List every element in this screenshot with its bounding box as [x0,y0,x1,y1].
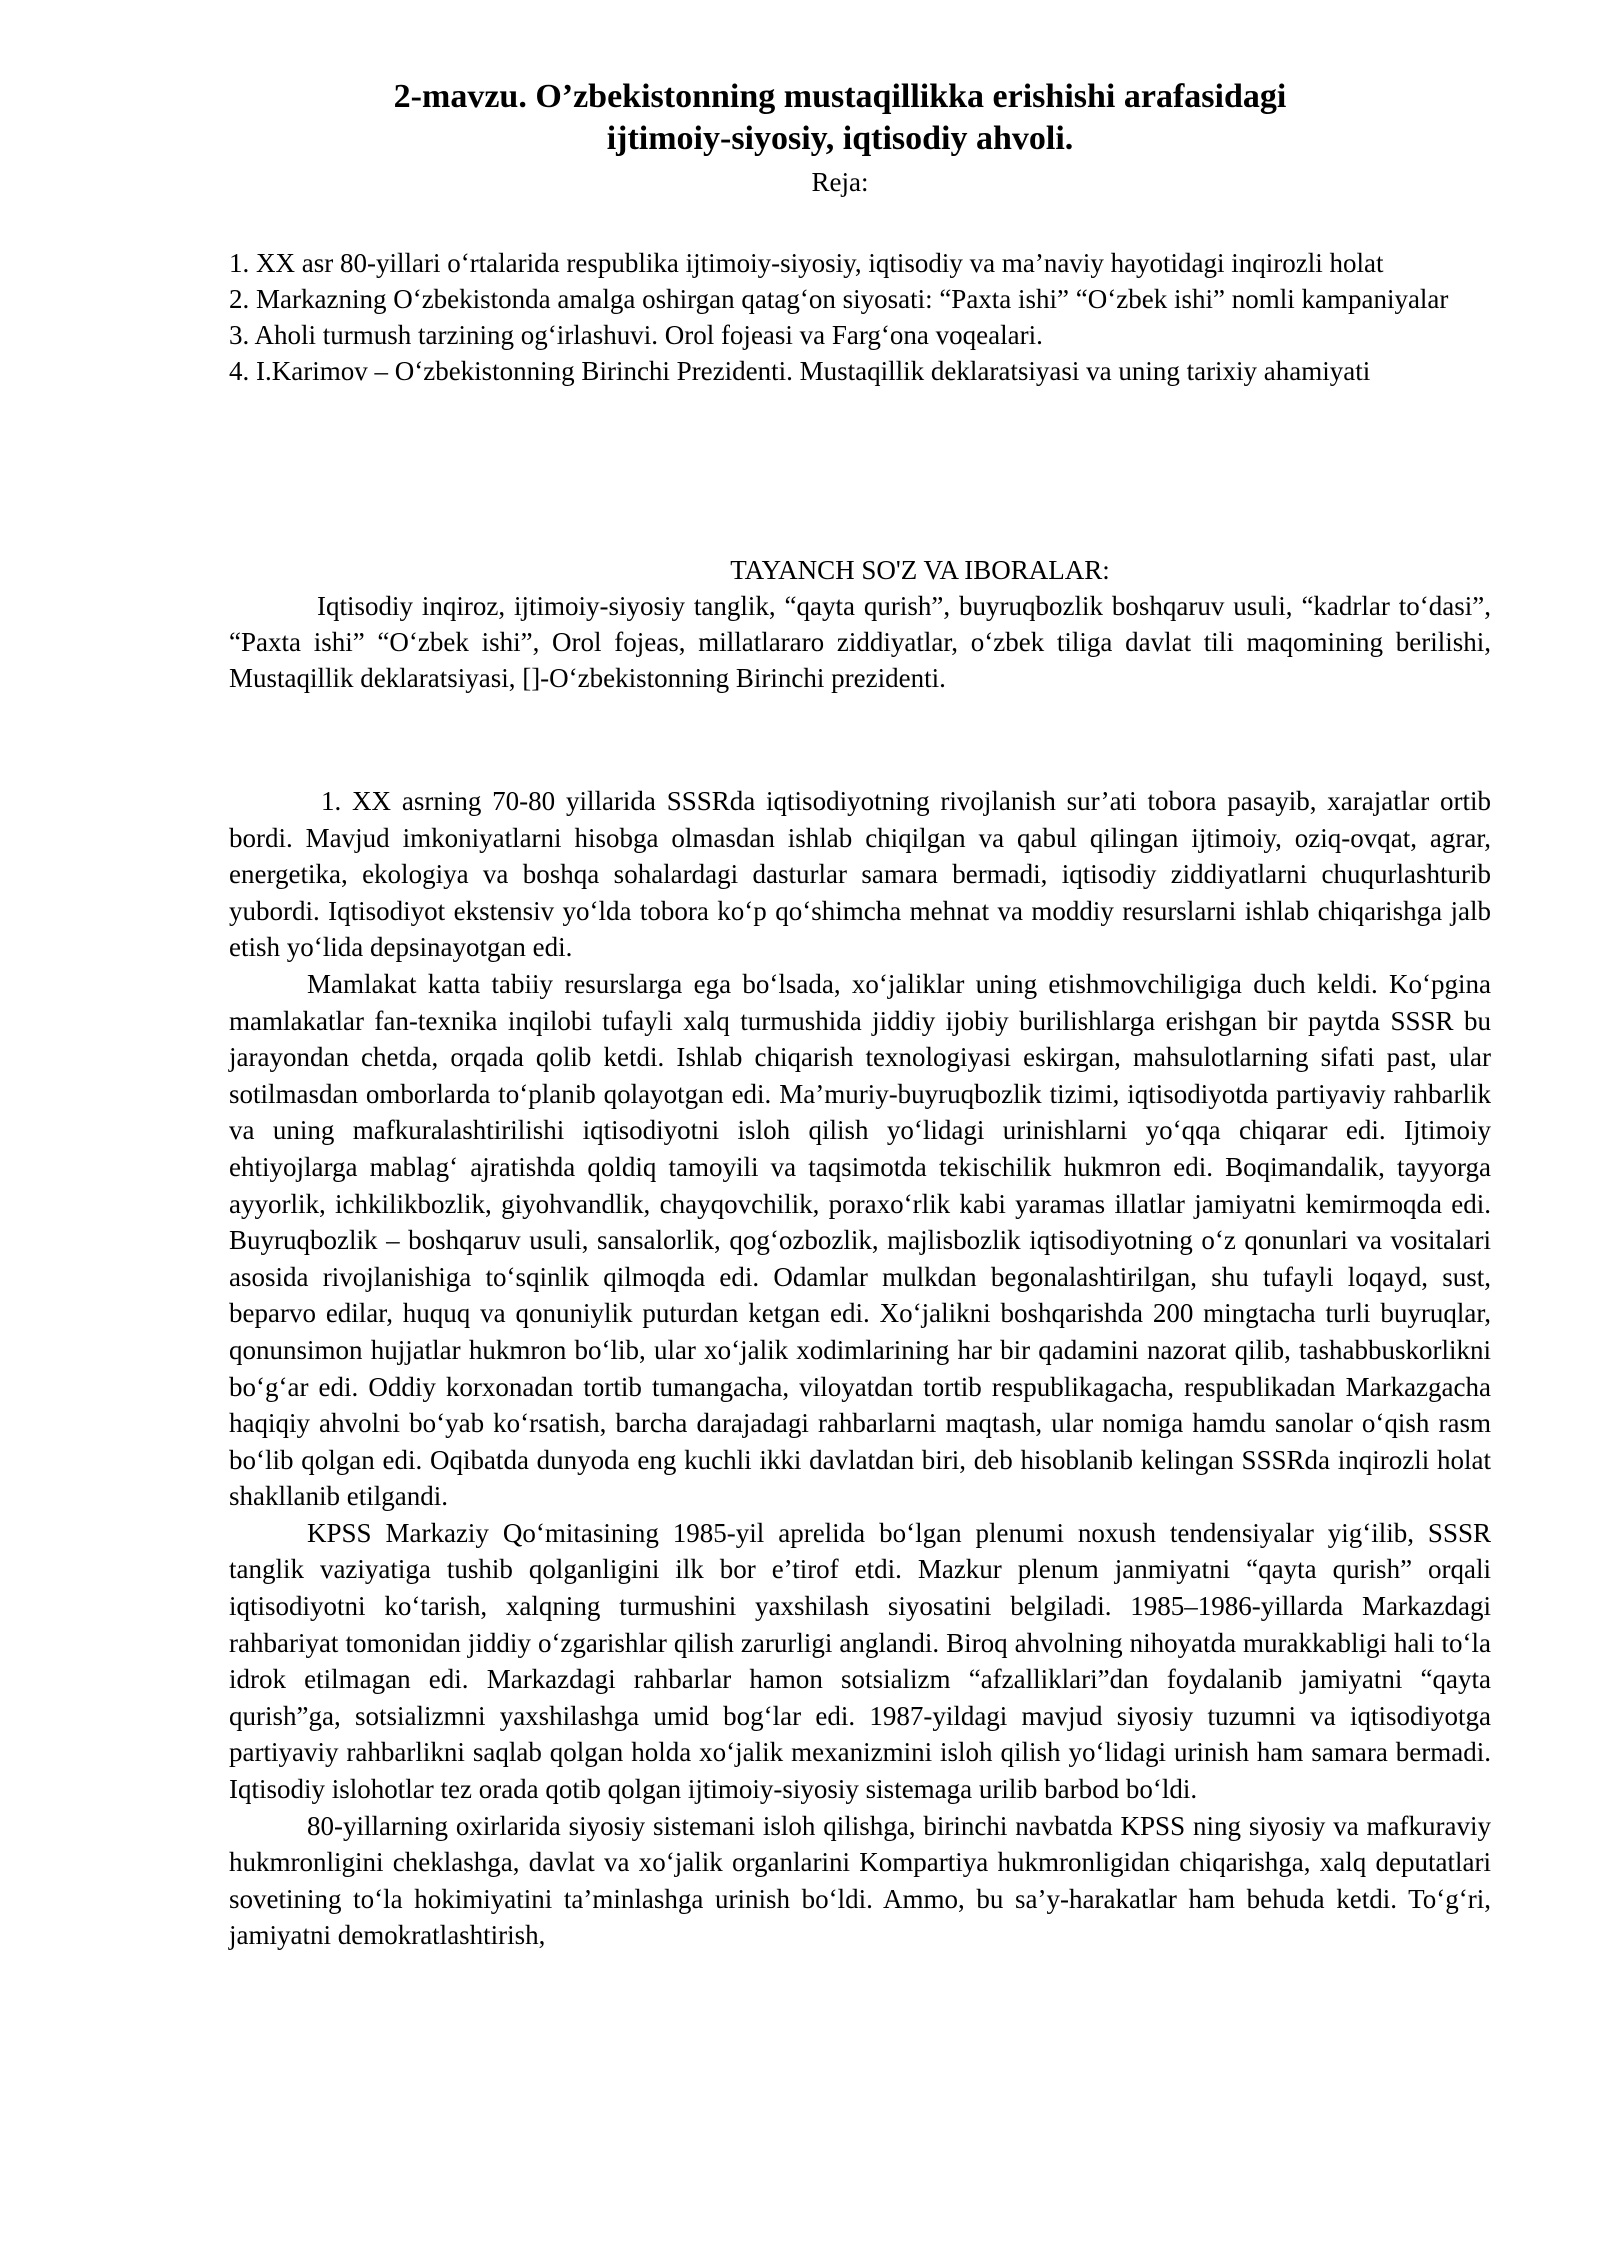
paragraph: KPSS Markaziy Qo‘mitasining 1985-yil aprelida bo‘lgan plenumi noxush tendensiyalar yig‘ilib, SSSR tanglik vaziyatiga tushib qolganligini ilk bor e’tirof etdi. Mazkur plenum janmiyatni “qayta qurish” orqali iqtisodiyotni ko‘tarish, xalqning turmushini yaxshilash siyosatini belgiladi. 1985–1986-yillarda Markazdagi rahbariyat tomonidan jiddiy o‘zgarishlar qilish zarurligi anglandi. Biroq ahvolning nihoyatda murakkabligi hali to‘la idrok etilmagan edi. Markazdagi rahbarlar hamon sotsializm “afzalliklari”dan foydalanib jamiyatni “qayta qurish”ga, sotsializmni yaxshilashga umid bog‘lar edi. 1987-yildagi mavjud siyosiy tuzumni va iqtisodiyotga partiyaviy rahbarlikni saqlab qolgan holda xo‘jalik mexanizmini isloh qilish yo‘lidagi urinish ham samara bermadi. Iqtisodiy islohotlar tez orada qotib qolgan ijtimoiy-siyosiy sistemaga urilib barbod bo‘ldi. [229,1517,1491,1805]
plan-item: 2. Markazning O‘zbekistonda amalga oshirgan qatag‘on siyosati: “Paxta ishi” “O‘zbek ishi” nomli kampaniyalar [229,284,1449,314]
plan-item: 3. Aholi turmush tarzining og‘irlashuvi. Orol fojeasi va Farg‘ona voqealari. [229,320,1043,350]
plan-heading: Reja: [811,167,869,197]
paragraph: 1. XX asrning 70-80 yillarida SSSRda iqtisodiyotning rivojlanish sur’ati tobora pasayib, xarajatlar ortib bordi. Mavjud imkoniyatlarni hisobga olmasdan ishlab chiqilgan va qabul qilingan ijtimoiy, oziq-ovqat, agrar, energetika, ekologiya va boshqa sohalardagi dasturlar samara bermadi, iqtisodiy ziddiyatlarni chuqurlashturib yubordi. Iqtisodiyot ekstensiv yo‘lda tobora ko‘p qo‘shimcha mehnat va moddiy resurslarni ishlab chiqarishga jalb etish yo‘lida depsinayotgan edi. [229,786,1491,963]
paragraph: Mamlakat katta tabiiy resurslarga ega bo‘lsada, xo‘jaliklar uning etishmovchiligiga duch keldi. Ko‘pgina mamlakatlar fan-texnika inqilobi tufayli xalq turmushida jiddiy ijobiy burilishlarga erishgan bir paytda SSSR bu jarayondan chetda, orqada qolib ketdi. Ishlab chiqarish texnologiyasi eskirgan, mahsulotlarning sifati past, ular sotilmasdan omborlarda to‘planib qolayotgan edi. Ma’muriy-buyruqbozlik tizimi, iqtisodiyotda partiyaviy rahbarlik va uning mafkuralashtirilishi iqtisodiyotni isloh qilish yo‘lidagi urinishlarni yo‘qqa chiqarar edi. Ijtimoiy ehtiyojlarga mablag‘ ajratishda qoldiq tamoyili va taqsimotda tekischilik hukmron edi. Boqimandalik, tayyorga ayyorlik, ichkilikbozlik, giyohvandlik, chayqovchilik, poraxo‘rlik kabi yaramas illatlar jamiyatni kemirmoqda edi. Buyruqbozlik – boshqaruv usuli, sansalorlik, qog‘ozbozlik, majlisbozlik iqtisodiyotning o‘z qonunlari va vositalari asosida rivojlanishiga to‘sqinlik qilmoqda edi. Odamlar mulkdan begonalashtirilgan, shu tufayli loqayd, sust, beparvo edilar, huquq va qonuniylik puturdan ketgan edi. Xo‘jalikni boshqarishda 200 mingtacha turli buyruqlar, qonunsimon hujjatlar hukmron bo‘lib, ular xo‘jalik xodimlarining har bir qadamini nazorat qilib, tashabbuskorlikni bo‘g‘ar edi. Oddiy korxonadan tortib tumangacha, viloyatdan tortib respublikagacha, respublikadan Markazgacha haqiqiy ahvolni bo‘yab ko‘rsatish, barcha darajadagi rahbarlarni maqtash, ular nomiga hamdu sanolar o‘qish rasm bo‘lib qolgan edi. Oqibatda dunyoda eng kuchli ikki davlatdan biri, deb hisoblanib kelingan SSSRda inqirozli holat shakllanib etilgandi. [229,968,1491,1512]
title-line-2: ijtimoiy-siyosiy, iqtisodiy ahvoli. [606,120,1074,157]
plan-item: 1. XX asr 80-yillari o‘rtalarida respublika ijtimoiy-siyosiy, iqtisodiy va ma’naviy hayotidagi inqirozli holat [229,248,1384,278]
paragraph: 80-yillarning oxirlarida siyosiy sistemani isloh qilishga, birinchi navbatda KPSS ning siyosiy va mafkuraviy hukmronligini cheklashga, davlat va xo‘jalik organlarini Kompartiya hukmronligidan chiqarishga, xalq deputatlari sovetining to‘la hokimiyatini ta’minlashga urinish bo‘ldi. Ammo, bu sa’y-harakatlar ham behuda ketdi. To‘g‘ri, jamiyatni demokratlashtirish, [229,1810,1491,1951]
keywords-text: Iqtisodiy inqiroz, ijtimoiy-siyosiy tanglik, “qayta qurish”, buyruqbozlik boshqaruv usuli, “kadrlar to‘dasi”, “Paxta ishi” “O‘zbek ishi”, Orol fojeas, millatlararo ziddiyatlar, o‘zbek tiliga davlat tili maqomining berilishi, Mustaqillik deklaratsiyasi, []-O‘zbekistonning Birinchi prezidenti. [229,591,1491,693]
plan-item: 4. I.Karimov – O‘zbekistonning Birinchi Prezidenti. Mustaqillik deklaratsiyasi va uning tarixiy ahamiyati [229,356,1371,386]
body-text [229,783,1491,1954]
document-title [300,76,1380,160]
keywords-heading: TAYANCH SO'Z VA IBORALAR: [730,555,1110,585]
title-line-1: 2-mavzu. O’zbekistonning mustaqillikka erishishi arafasidagi [393,78,1287,115]
plan-list [229,245,1491,389]
